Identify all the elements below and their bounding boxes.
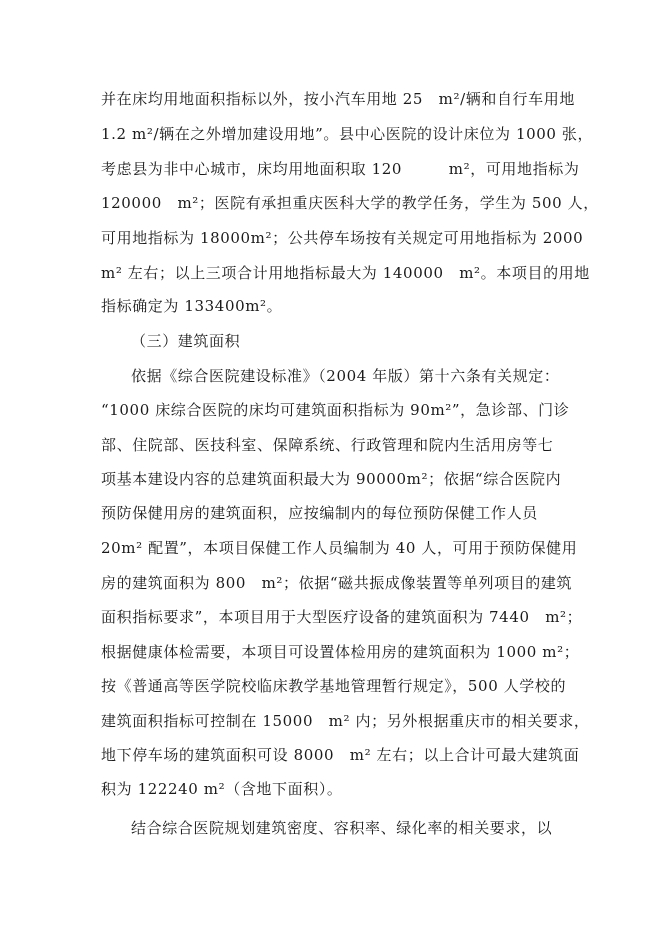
paragraph-line: 房的建筑面积为 800 m²；依据“磁共振成像装置等单列项目的建筑 bbox=[101, 574, 573, 592]
section-heading: （三）建筑面积 bbox=[131, 332, 241, 350]
paragraph-line: 积为 122240 m²（含地下面积）。 bbox=[101, 780, 343, 798]
paragraph-line: 按《普通高等医学院校临床教学基地管理暂行规定》，500 人学校的 bbox=[101, 677, 567, 695]
paragraph-line: 可用地指标为 18000m²；公共停车场按有关规定可用地指标为 2000 bbox=[101, 229, 584, 247]
paragraph-line: 考虑县为非中心城市，床均用地面积取 120 m²，可用地指标为 bbox=[101, 160, 580, 178]
paragraph-line: 面积指标要求”，本项目用于大型医疗设备的建筑面积为 7440 m²； bbox=[101, 608, 583, 626]
paragraph-line: 预防保健用房的建筑面积，应按编制内的每位预防保健工作人员 bbox=[101, 504, 538, 522]
paragraph-line: 根据健康体检需要，本项目可设置体检用房的建筑面积为 1000 m²； bbox=[101, 643, 580, 661]
paragraph-line: 指标确定为 133400m²。 bbox=[101, 297, 283, 315]
paragraph-line: “1000 床综合医院的床均可建筑面积指标为 90m²”，急诊部、门诊 bbox=[101, 401, 570, 419]
paragraph-line: 结合综合医院规划建筑密度、容积率、绿化率的相关要求，以 bbox=[131, 819, 553, 837]
paragraph-line: 建筑面积指标可控制在 15000 m² 内；另外根据重庆市的相关要求， bbox=[101, 712, 590, 730]
paragraph-line: 项基本建设内容的总建筑面积最大为 90000m²；依据“综合医院内 bbox=[101, 470, 562, 488]
paragraph-line: 地下停车场的建筑面积可设 8000 m² 左右；以上合计可最大建筑面 bbox=[101, 746, 580, 764]
paragraph-line: m² 左右；以上三项合计用地指标最大为 140000 m²。本项目的用地 bbox=[101, 264, 590, 282]
paragraph-line: 并在床均用地面积指标以外，按小汽车用地 25 m²/辆和自行车用地 bbox=[101, 90, 575, 108]
paragraph-line: 依据《综合医院建设标准》（2004 年版）第十六条有关规定： bbox=[131, 367, 560, 385]
paragraph-line: 20m² 配置”，本项目保健工作人员编制为 40 人，可用于预防保健用 bbox=[101, 539, 578, 557]
paragraph-line: 部、住院部、医技科室、保障系统、行政管理和院内生活用房等七 bbox=[101, 436, 554, 454]
paragraph-line: 120000 m²；医院有承担重庆医科大学的教学任务，学生为 500 人， bbox=[101, 194, 599, 212]
paragraph-line: 1.2 m²/辆在之外增加建设用地”。县中心医院的设计床位为 1000 张， bbox=[101, 125, 594, 143]
